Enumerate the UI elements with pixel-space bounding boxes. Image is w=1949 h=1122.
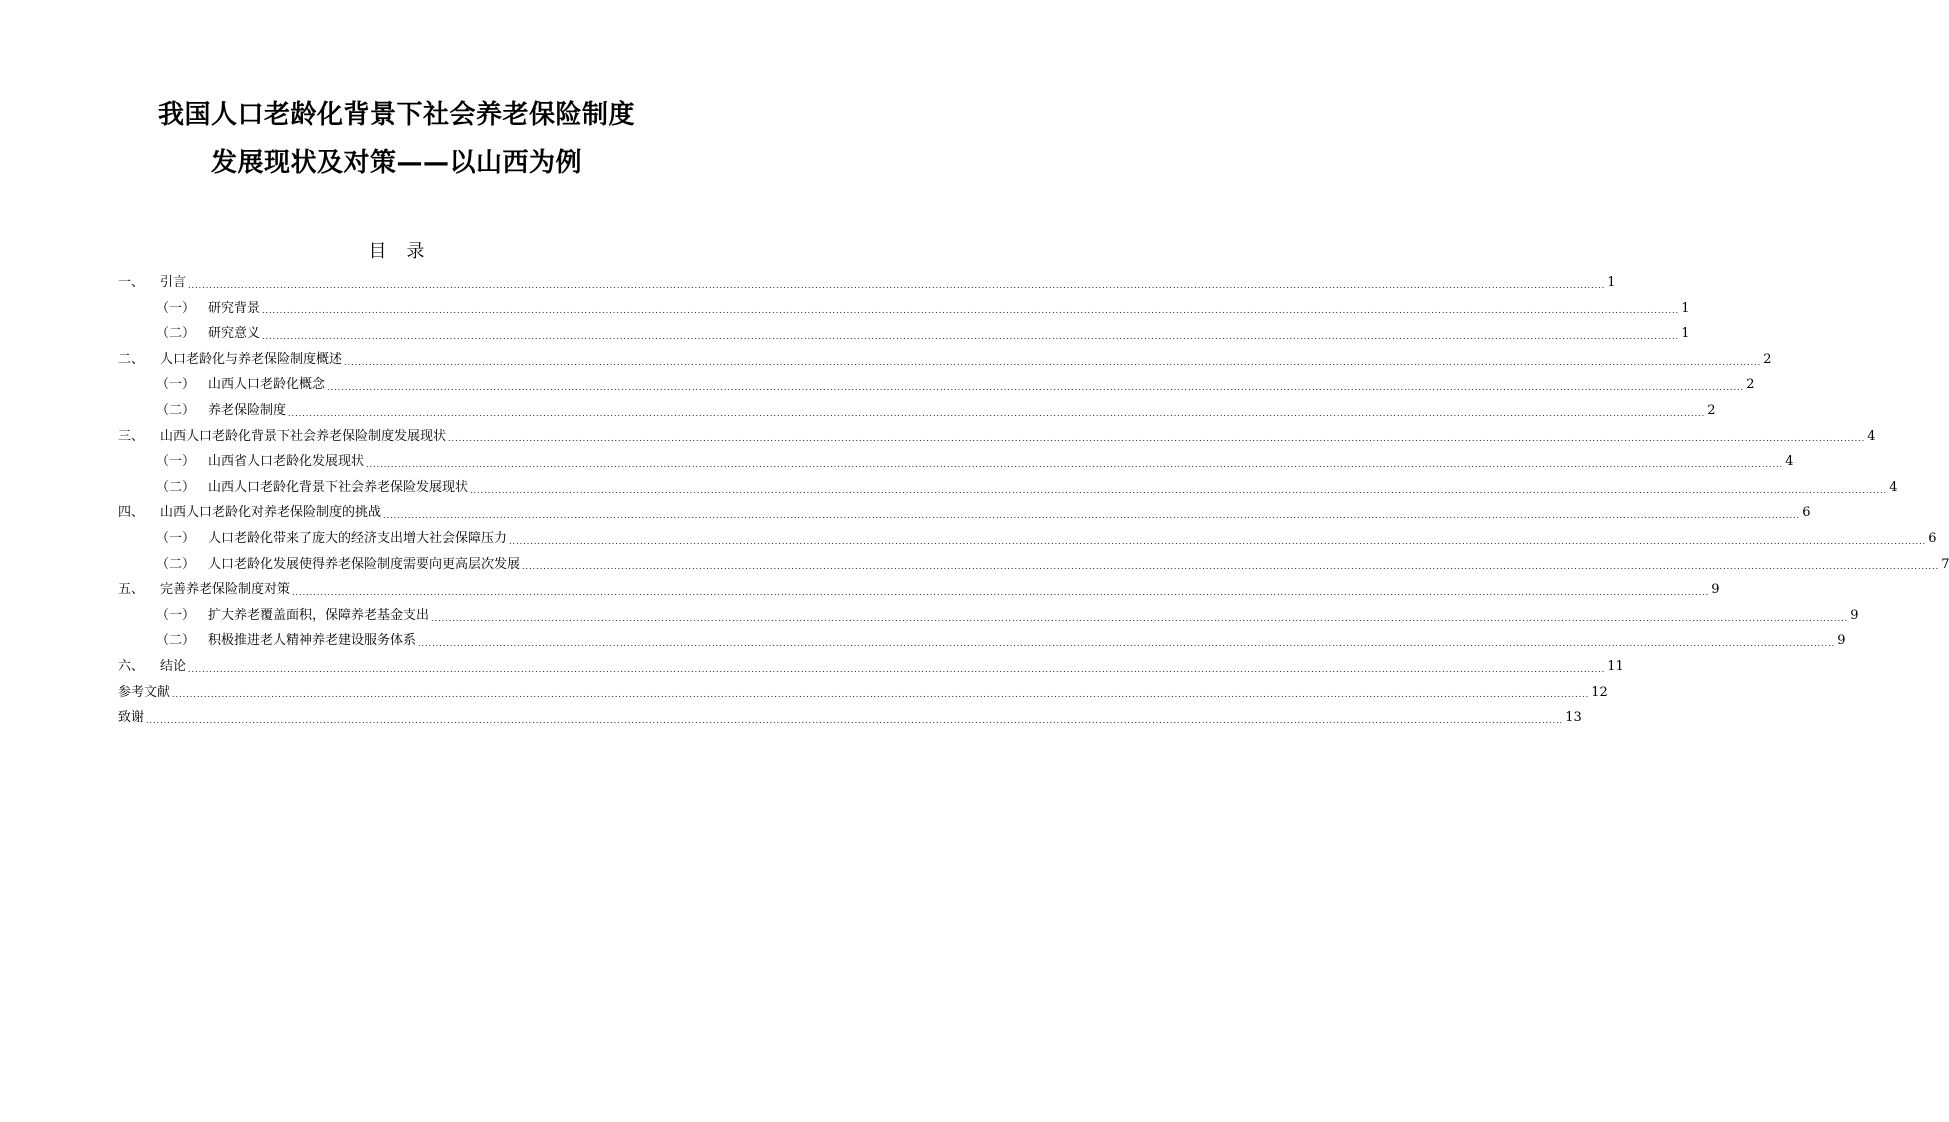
toc-entry[interactable] [118, 654, 1624, 680]
toc-subentry[interactable] [118, 552, 1949, 578]
toc-subentry[interactable] [118, 321, 1690, 347]
toc-entry-number: 三、 [118, 428, 145, 444]
toc-entry-page-number: 2 [1707, 402, 1716, 418]
toc-entry-label: 人口老龄化带来了庞大的经济支出增大社会保障压力 [208, 530, 508, 546]
toc-entry-label: 人口老龄化发展使得养老保险制度需要向更高层次发展 [208, 556, 521, 572]
toc-dot-leader: ................................................................................................................................................................................................................................................................................................................................................................................................................ [366, 459, 1784, 469]
toc-entry-page-number: 11 [1607, 658, 1624, 674]
toc-entry-number: （一） [156, 454, 196, 470]
toc-entry-page-number: 9 [1850, 607, 1859, 623]
toc-subentry[interactable] [118, 449, 1794, 475]
toc-dot-leader: ................................................................................................................................................................................................................................................................................................................................................................................................................ [522, 562, 1940, 572]
document-title-line-1: 我国人口老龄化背景下社会养老保险制度 [157, 100, 635, 130]
toc-entry-label: 积极推进老人精神养老建设服务体系 [208, 633, 417, 649]
toc-dot-leader: ................................................................................................................................................................................................................................................................................................................................................................................................................ [262, 306, 1680, 316]
toc-entry[interactable] [118, 500, 1811, 526]
toc-dot-leader: ................................................................................................................................................................................................................................................................................................................................................................................................................ [383, 511, 1801, 521]
toc-entry-label: 山西人口老龄化对养老保险制度的挑战 [160, 505, 382, 521]
toc-dot-leader: ................................................................................................................................................................................................................................................................................................................................................................................................................ [327, 383, 1745, 393]
toc-entry-label: 结论 [160, 658, 187, 674]
toc-entry-page-number: 13 [1565, 710, 1582, 726]
toc-entry-number: （二） [156, 633, 196, 649]
toc-entry-number: 二、 [118, 351, 145, 367]
toc-entry-number: （一） [156, 377, 196, 393]
toc-entry[interactable] [118, 270, 1616, 296]
toc-dot-leader: ................................................................................................................................................................................................................................................................................................................................................................................................................ [292, 587, 1710, 597]
toc-entry[interactable] [118, 424, 1876, 450]
toc-entry-label: 引言 [160, 275, 187, 290]
toc-dot-leader: ................................................................................................................................................................................................................................................................................................................................................................................................................ [418, 639, 1836, 649]
toc-entry-label: 研究意义 [208, 326, 261, 342]
table-of-contents [118, 270, 1949, 731]
toc-entry-number: 四、 [118, 505, 145, 521]
toc-entry-page-number: 7 [1941, 556, 1949, 572]
toc-dot-leader: ................................................................................................................................................................................................................................................................................................................................................................................................................ [262, 331, 1680, 341]
toc-subentry[interactable] [118, 526, 1937, 552]
toc-entry-number: （一） [156, 530, 196, 546]
toc-entry-label: 人口老龄化与养老保险制度概述 [160, 351, 343, 367]
toc-entry-page-number: 2 [1746, 377, 1755, 393]
toc-dot-leader: ................................................................................................................................................................................................................................................................................................................................................................................................................ [431, 613, 1849, 623]
toc-entry-number: （一） [156, 607, 196, 623]
toc-entry-label: 山西人口老龄化概念 [208, 377, 326, 393]
toc-entry-label: 致谢 [118, 710, 145, 726]
toc-dot-leader: ................................................................................................................................................................................................................................................................................................................................................................................................................ [344, 357, 1762, 367]
toc-dot-leader: ................................................................................................................................................................................................................................................................................................................................................................................................................ [509, 536, 1927, 546]
toc-heading: 目录 [368, 241, 445, 262]
toc-subentry[interactable] [118, 398, 1716, 424]
toc-entry-page-number: 12 [1591, 684, 1608, 700]
toc-entry-page-number: 2 [1763, 351, 1772, 367]
toc-entry-page-number: 9 [1837, 633, 1846, 649]
toc-entry-page-number: 4 [1867, 428, 1876, 444]
toc-entry-number: （二） [156, 479, 196, 495]
toc-entry-label: 参考文献 [118, 684, 171, 700]
toc-entry-page-number: 4 [1785, 454, 1794, 470]
toc-entry-page-number: 1 [1607, 275, 1616, 290]
toc-entry-number: 五、 [118, 582, 145, 598]
toc-entry[interactable] [118, 577, 1720, 603]
toc-dot-leader: ................................................................................................................................................................................................................................................................................................................................................................................................................ [188, 280, 1606, 290]
toc-dot-leader: ................................................................................................................................................................................................................................................................................................................................................................................................................ [146, 715, 1564, 725]
toc-dot-leader: ................................................................................................................................................................................................................................................................................................................................................................................................................ [188, 664, 1606, 674]
toc-entry-page-number: 1 [1681, 300, 1690, 316]
toc-entry-number: （二） [156, 556, 196, 572]
toc-entry-number: 六、 [118, 658, 145, 674]
toc-entry-page-number: 6 [1802, 505, 1811, 521]
toc-entry[interactable] [118, 705, 1582, 731]
toc-entry-label: 完善养老保险制度对策 [160, 582, 291, 598]
toc-entry-label: 山西人口老龄化背景下社会养老保险发展现状 [208, 479, 469, 495]
toc-entry-label: 山西人口老龄化背景下社会养老保险制度发展现状 [160, 428, 447, 444]
document-title-line-2: 发展现状及对策——以山西为例 [210, 148, 582, 178]
toc-dot-leader: ................................................................................................................................................................................................................................................................................................................................................................................................................ [172, 690, 1590, 700]
toc-entry-page-number: 9 [1711, 582, 1720, 598]
toc-subentry[interactable] [118, 628, 1846, 654]
toc-entry-number: （二） [156, 326, 196, 342]
toc-dot-leader: ................................................................................................................................................................................................................................................................................................................................................................................................................ [288, 408, 1706, 418]
toc-entry-number: 一、 [118, 275, 145, 290]
toc-entry-label: 研究背景 [208, 300, 261, 316]
toc-entry-label: 养老保险制度 [208, 402, 287, 418]
toc-subentry[interactable] [118, 372, 1755, 398]
toc-subentry[interactable] [118, 296, 1690, 322]
toc-entry-number: （二） [156, 402, 196, 418]
toc-dot-leader: ................................................................................................................................................................................................................................................................................................................................................................................................................ [470, 485, 1888, 495]
toc-entry-page-number: 1 [1681, 326, 1690, 342]
toc-entry-label: 扩大养老覆盖面积，保障养老基金支出 [208, 607, 430, 623]
toc-entry-page-number: 6 [1928, 530, 1937, 546]
toc-entry-number: （一） [156, 300, 196, 316]
toc-entry-page-number: 4 [1889, 479, 1898, 495]
toc-entry-label: 山西省人口老龄化发展现状 [208, 454, 365, 470]
toc-dot-leader: ................................................................................................................................................................................................................................................................................................................................................................................................................ [448, 434, 1866, 444]
toc-subentry[interactable] [118, 603, 1859, 629]
toc-subentry[interactable] [118, 475, 1898, 501]
toc-entry[interactable] [118, 347, 1772, 373]
toc-entry[interactable] [118, 680, 1608, 706]
